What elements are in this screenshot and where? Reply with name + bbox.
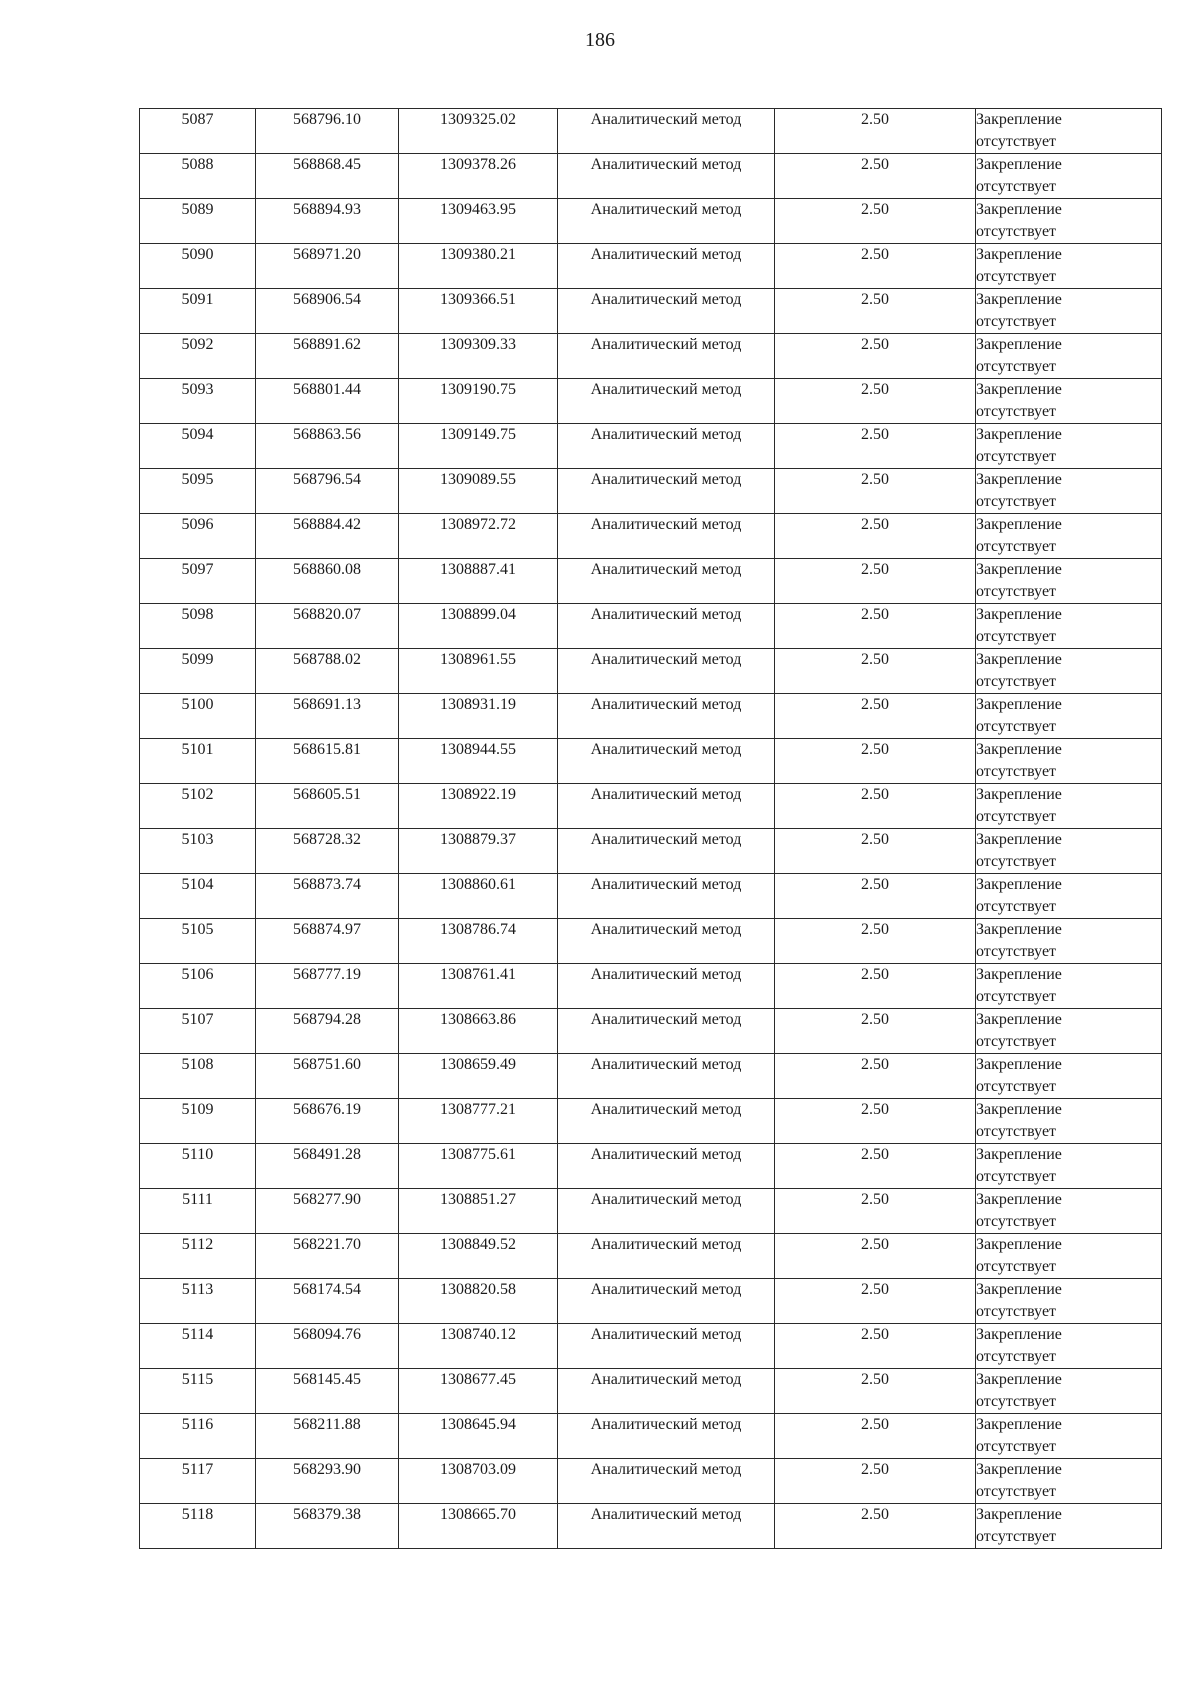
- accuracy-cell: 2.50: [775, 424, 976, 469]
- point-number-cell: 5107: [140, 1009, 256, 1054]
- fixation-line-2: отсутствует: [976, 718, 1057, 735]
- x-coordinate-cell: 568293.90: [256, 1459, 399, 1504]
- method-cell: Аналитический метод: [558, 739, 775, 784]
- fixation-line-1: Закрепление: [976, 1146, 1062, 1163]
- x-coordinate-cell: 568605.51: [256, 784, 399, 829]
- x-coordinate-cell: 568615.81: [256, 739, 399, 784]
- x-coordinate-cell: 568884.42: [256, 514, 399, 559]
- y-coordinate-cell: 1308777.21: [399, 1099, 558, 1144]
- accuracy-cell: 2.50: [775, 1189, 976, 1234]
- y-coordinate-cell: 1308677.45: [399, 1369, 558, 1414]
- point-number-cell: 5091: [140, 289, 256, 334]
- point-number-cell: 5117: [140, 1459, 256, 1504]
- fixation-line-1: Закрепление: [976, 831, 1062, 848]
- accuracy-cell: 2.50: [775, 1324, 976, 1369]
- fixation-line-2: отсутствует: [976, 988, 1057, 1005]
- accuracy-cell: 2.50: [775, 1234, 976, 1279]
- accuracy-cell: 2.50: [775, 199, 976, 244]
- fixation-cell: [976, 1099, 1162, 1144]
- method-cell: Аналитический метод: [558, 649, 775, 694]
- fixation-line-1: Закрепление: [976, 1011, 1062, 1028]
- table-row: [140, 784, 1162, 829]
- fixation-line-2: отсутствует: [976, 628, 1057, 645]
- fixation-cell: [976, 1504, 1162, 1549]
- fixation-line-2: отсутствует: [976, 808, 1057, 825]
- fixation-line-1: Закрепление: [976, 1371, 1062, 1388]
- method-cell: Аналитический метод: [558, 784, 775, 829]
- y-coordinate-cell: 1308922.19: [399, 784, 558, 829]
- fixation-line-2: отсутствует: [976, 1168, 1057, 1185]
- method-cell: Аналитический метод: [558, 154, 775, 199]
- y-coordinate-cell: 1308944.55: [399, 739, 558, 784]
- x-coordinate-cell: 568691.13: [256, 694, 399, 739]
- fixation-cell: [976, 1324, 1162, 1369]
- y-coordinate-cell: 1309378.26: [399, 154, 558, 199]
- x-coordinate-cell: 568676.19: [256, 1099, 399, 1144]
- y-coordinate-cell: 1309366.51: [399, 289, 558, 334]
- table-row: [140, 1414, 1162, 1459]
- point-number-cell: 5112: [140, 1234, 256, 1279]
- coordinates-table-body: [140, 109, 1162, 1549]
- fixation-line-1: Закрепление: [976, 1281, 1062, 1298]
- y-coordinate-cell: 1308972.72: [399, 514, 558, 559]
- fixation-line-1: Закрепление: [976, 741, 1062, 758]
- fixation-cell: [976, 1279, 1162, 1324]
- fixation-cell: [976, 1414, 1162, 1459]
- table-row: [140, 1369, 1162, 1414]
- table-row: [140, 649, 1162, 694]
- x-coordinate-cell: 568094.76: [256, 1324, 399, 1369]
- accuracy-cell: 2.50: [775, 739, 976, 784]
- fixation-line-1: Закрепление: [976, 471, 1062, 488]
- x-coordinate-cell: 568801.44: [256, 379, 399, 424]
- fixation-cell: [976, 559, 1162, 604]
- fixation-cell: [976, 514, 1162, 559]
- point-number-cell: 5108: [140, 1054, 256, 1099]
- method-cell: Аналитический метод: [558, 1144, 775, 1189]
- table-row: [140, 154, 1162, 199]
- fixation-cell: [976, 154, 1162, 199]
- fixation-cell: [976, 1054, 1162, 1099]
- accuracy-cell: 2.50: [775, 1009, 976, 1054]
- point-number-cell: 5118: [140, 1504, 256, 1549]
- point-number-cell: 5093: [140, 379, 256, 424]
- fixation-cell: [976, 1459, 1162, 1504]
- table-row: [140, 244, 1162, 289]
- y-coordinate-cell: 1309463.95: [399, 199, 558, 244]
- fixation-line-2: отсутствует: [976, 1123, 1057, 1140]
- fixation-line-1: Закрепление: [976, 606, 1062, 623]
- point-number-cell: 5116: [140, 1414, 256, 1459]
- point-number-cell: 5104: [140, 874, 256, 919]
- x-coordinate-cell: 568873.74: [256, 874, 399, 919]
- point-number-cell: 5097: [140, 559, 256, 604]
- fixation-cell: [976, 424, 1162, 469]
- fixation-line-2: отсутствует: [976, 178, 1057, 195]
- fixation-line-1: Закрепление: [976, 201, 1062, 218]
- fixation-line-2: отсутствует: [976, 853, 1057, 870]
- fixation-cell: [976, 109, 1162, 154]
- y-coordinate-cell: 1308887.41: [399, 559, 558, 604]
- x-coordinate-cell: 568794.28: [256, 1009, 399, 1054]
- method-cell: Аналитический метод: [558, 1054, 775, 1099]
- method-cell: Аналитический метод: [558, 469, 775, 514]
- fixation-line-2: отсутствует: [976, 538, 1057, 555]
- fixation-line-2: отсутствует: [976, 1213, 1057, 1230]
- table-row: [140, 1099, 1162, 1144]
- fixation-line-1: Закрепление: [976, 1461, 1062, 1478]
- fixation-cell: [976, 244, 1162, 289]
- accuracy-cell: 2.50: [775, 1054, 976, 1099]
- table-row: [140, 829, 1162, 874]
- y-coordinate-cell: 1309149.75: [399, 424, 558, 469]
- accuracy-cell: 2.50: [775, 1459, 976, 1504]
- x-coordinate-cell: 568868.45: [256, 154, 399, 199]
- fixation-line-1: Закрепление: [976, 336, 1062, 353]
- point-number-cell: 5089: [140, 199, 256, 244]
- method-cell: Аналитический метод: [558, 1324, 775, 1369]
- table-row: [140, 1054, 1162, 1099]
- fixation-line-1: Закрепление: [976, 1056, 1062, 1073]
- point-number-cell: 5110: [140, 1144, 256, 1189]
- table-row: [140, 1459, 1162, 1504]
- accuracy-cell: 2.50: [775, 874, 976, 919]
- method-cell: Аналитический метод: [558, 109, 775, 154]
- table-row: [140, 604, 1162, 649]
- fixation-line-2: отсутствует: [976, 133, 1057, 150]
- accuracy-cell: 2.50: [775, 604, 976, 649]
- y-coordinate-cell: 1308740.12: [399, 1324, 558, 1369]
- x-coordinate-cell: 568906.54: [256, 289, 399, 334]
- point-number-cell: 5092: [140, 334, 256, 379]
- accuracy-cell: 2.50: [775, 514, 976, 559]
- table-row: [140, 694, 1162, 739]
- point-number-cell: 5106: [140, 964, 256, 1009]
- fixation-line-1: Закрепление: [976, 426, 1062, 443]
- accuracy-cell: 2.50: [775, 559, 976, 604]
- y-coordinate-cell: 1308849.52: [399, 1234, 558, 1279]
- fixation-line-2: отсутствует: [976, 1438, 1057, 1455]
- fixation-cell: [976, 604, 1162, 649]
- fixation-cell: [976, 694, 1162, 739]
- fixation-line-2: отсутствует: [976, 1033, 1057, 1050]
- fixation-cell: [976, 1144, 1162, 1189]
- table-row: [140, 424, 1162, 469]
- accuracy-cell: 2.50: [775, 334, 976, 379]
- y-coordinate-cell: 1308645.94: [399, 1414, 558, 1459]
- y-coordinate-cell: 1308851.27: [399, 1189, 558, 1234]
- fixation-cell: [976, 1234, 1162, 1279]
- y-coordinate-cell: 1308703.09: [399, 1459, 558, 1504]
- fixation-line-2: отсутствует: [976, 313, 1057, 330]
- fixation-line-1: Закрепление: [976, 1191, 1062, 1208]
- method-cell: Аналитический метод: [558, 964, 775, 1009]
- y-coordinate-cell: 1308761.41: [399, 964, 558, 1009]
- fixation-cell: [976, 1009, 1162, 1054]
- fixation-cell: [976, 289, 1162, 334]
- x-coordinate-cell: 568820.07: [256, 604, 399, 649]
- fixation-line-2: отсутствует: [976, 673, 1057, 690]
- fixation-cell: [976, 784, 1162, 829]
- fixation-line-1: Закрепление: [976, 381, 1062, 398]
- point-number-cell: 5098: [140, 604, 256, 649]
- y-coordinate-cell: 1308665.70: [399, 1504, 558, 1549]
- point-number-cell: 5113: [140, 1279, 256, 1324]
- point-number-cell: 5109: [140, 1099, 256, 1144]
- method-cell: Аналитический метод: [558, 919, 775, 964]
- table-row: [140, 1189, 1162, 1234]
- table-row: [140, 1279, 1162, 1324]
- accuracy-cell: 2.50: [775, 1504, 976, 1549]
- point-number-cell: 5095: [140, 469, 256, 514]
- y-coordinate-cell: 1308663.86: [399, 1009, 558, 1054]
- fixation-line-1: Закрепление: [976, 561, 1062, 578]
- table-row: [140, 1324, 1162, 1369]
- fixation-line-2: отсутствует: [976, 403, 1057, 420]
- fixation-line-1: Закрепление: [976, 1326, 1062, 1343]
- fixation-line-2: отсутствует: [976, 1078, 1057, 1095]
- fixation-line-1: Закрепление: [976, 291, 1062, 308]
- y-coordinate-cell: 1308961.55: [399, 649, 558, 694]
- method-cell: Аналитический метод: [558, 424, 775, 469]
- fixation-line-2: отсутствует: [976, 1258, 1057, 1275]
- table-row: [140, 919, 1162, 964]
- point-number-cell: 5096: [140, 514, 256, 559]
- table-row: [140, 289, 1162, 334]
- accuracy-cell: 2.50: [775, 964, 976, 1009]
- accuracy-cell: 2.50: [775, 154, 976, 199]
- fixation-line-1: Закрепление: [976, 966, 1062, 983]
- y-coordinate-cell: 1308899.04: [399, 604, 558, 649]
- fixation-line-1: Закрепление: [976, 1506, 1062, 1523]
- method-cell: Аналитический метод: [558, 1279, 775, 1324]
- fixation-line-2: отсутствует: [976, 268, 1057, 285]
- point-number-cell: 5114: [140, 1324, 256, 1369]
- y-coordinate-cell: 1308775.61: [399, 1144, 558, 1189]
- point-number-cell: 5094: [140, 424, 256, 469]
- accuracy-cell: 2.50: [775, 1099, 976, 1144]
- x-coordinate-cell: 568145.45: [256, 1369, 399, 1414]
- x-coordinate-cell: 568221.70: [256, 1234, 399, 1279]
- fixation-line-2: отсутствует: [976, 493, 1057, 510]
- method-cell: Аналитический метод: [558, 199, 775, 244]
- x-coordinate-cell: 568863.56: [256, 424, 399, 469]
- x-coordinate-cell: 568174.54: [256, 1279, 399, 1324]
- fixation-line-1: Закрепление: [976, 516, 1062, 533]
- method-cell: Аналитический метод: [558, 1504, 775, 1549]
- point-number-cell: 5111: [140, 1189, 256, 1234]
- table-row: [140, 109, 1162, 154]
- fixation-line-2: отсутствует: [976, 583, 1057, 600]
- method-cell: Аналитический метод: [558, 1459, 775, 1504]
- y-coordinate-cell: 1308659.49: [399, 1054, 558, 1099]
- method-cell: Аналитический метод: [558, 514, 775, 559]
- x-coordinate-cell: 568971.20: [256, 244, 399, 289]
- point-number-cell: 5100: [140, 694, 256, 739]
- fixation-cell: [976, 874, 1162, 919]
- accuracy-cell: 2.50: [775, 469, 976, 514]
- fixation-line-2: отсутствует: [976, 223, 1057, 240]
- fixation-line-2: отсутствует: [976, 763, 1057, 780]
- table-row: [140, 514, 1162, 559]
- y-coordinate-cell: 1309309.33: [399, 334, 558, 379]
- method-cell: Аналитический метод: [558, 289, 775, 334]
- table-row: [140, 379, 1162, 424]
- method-cell: Аналитический метод: [558, 1234, 775, 1279]
- fixation-line-1: Закрепление: [976, 246, 1062, 263]
- fixation-cell: [976, 1189, 1162, 1234]
- method-cell: Аналитический метод: [558, 1189, 775, 1234]
- table-row: [140, 739, 1162, 784]
- fixation-line-1: Закрепление: [976, 1236, 1062, 1253]
- method-cell: Аналитический метод: [558, 604, 775, 649]
- method-cell: Аналитический метод: [558, 874, 775, 919]
- x-coordinate-cell: 568796.54: [256, 469, 399, 514]
- fixation-line-1: Закрепление: [976, 1416, 1062, 1433]
- fixation-line-1: Закрепление: [976, 156, 1062, 173]
- accuracy-cell: 2.50: [775, 244, 976, 289]
- y-coordinate-cell: 1308860.61: [399, 874, 558, 919]
- page-number: 186: [585, 29, 615, 51]
- accuracy-cell: 2.50: [775, 1144, 976, 1189]
- accuracy-cell: 2.50: [775, 109, 976, 154]
- accuracy-cell: 2.50: [775, 289, 976, 334]
- accuracy-cell: 2.50: [775, 784, 976, 829]
- fixation-cell: [976, 919, 1162, 964]
- accuracy-cell: 2.50: [775, 829, 976, 874]
- table-row: [140, 1009, 1162, 1054]
- fixation-line-2: отсутствует: [976, 1483, 1057, 1500]
- method-cell: Аналитический метод: [558, 1009, 775, 1054]
- fixation-line-1: Закрепление: [976, 876, 1062, 893]
- fixation-line-2: отсутствует: [976, 898, 1057, 915]
- point-number-cell: 5099: [140, 649, 256, 694]
- y-coordinate-cell: 1309380.21: [399, 244, 558, 289]
- fixation-line-1: Закрепление: [976, 921, 1062, 938]
- y-coordinate-cell: 1308931.19: [399, 694, 558, 739]
- table-row: [140, 469, 1162, 514]
- x-coordinate-cell: 568777.19: [256, 964, 399, 1009]
- x-coordinate-cell: 568491.28: [256, 1144, 399, 1189]
- x-coordinate-cell: 568728.32: [256, 829, 399, 874]
- x-coordinate-cell: 568796.10: [256, 109, 399, 154]
- fixation-line-1: Закрепление: [976, 696, 1062, 713]
- x-coordinate-cell: 568379.38: [256, 1504, 399, 1549]
- table-row: [140, 1144, 1162, 1189]
- point-number-cell: 5087: [140, 109, 256, 154]
- fixation-line-2: отсутствует: [976, 1528, 1057, 1545]
- point-number-cell: 5102: [140, 784, 256, 829]
- x-coordinate-cell: 568894.93: [256, 199, 399, 244]
- coordinates-table: [139, 108, 1162, 1549]
- table-row: [140, 334, 1162, 379]
- x-coordinate-cell: 568277.90: [256, 1189, 399, 1234]
- method-cell: Аналитический метод: [558, 1099, 775, 1144]
- fixation-line-1: Закрепление: [976, 786, 1062, 803]
- x-coordinate-cell: 568211.88: [256, 1414, 399, 1459]
- x-coordinate-cell: 568874.97: [256, 919, 399, 964]
- point-number-cell: 5088: [140, 154, 256, 199]
- y-coordinate-cell: 1308786.74: [399, 919, 558, 964]
- table-row: [140, 559, 1162, 604]
- fixation-line-2: отсутствует: [976, 1303, 1057, 1320]
- y-coordinate-cell: 1309089.55: [399, 469, 558, 514]
- fixation-cell: [976, 334, 1162, 379]
- method-cell: Аналитический метод: [558, 559, 775, 604]
- fixation-line-2: отсутствует: [976, 448, 1057, 465]
- accuracy-cell: 2.50: [775, 379, 976, 424]
- fixation-cell: [976, 379, 1162, 424]
- fixation-cell: [976, 199, 1162, 244]
- fixation-line-1: Закрепление: [976, 1101, 1062, 1118]
- method-cell: Аналитический метод: [558, 334, 775, 379]
- table-row: [140, 199, 1162, 244]
- point-number-cell: 5090: [140, 244, 256, 289]
- point-number-cell: 5101: [140, 739, 256, 784]
- fixation-cell: [976, 829, 1162, 874]
- fixation-line-1: Закрепление: [976, 111, 1062, 128]
- method-cell: Аналитический метод: [558, 1414, 775, 1459]
- table-row: [140, 964, 1162, 1009]
- fixation-cell: [976, 1369, 1162, 1414]
- fixation-line-2: отсутствует: [976, 358, 1057, 375]
- method-cell: Аналитический метод: [558, 244, 775, 289]
- method-cell: Аналитический метод: [558, 694, 775, 739]
- accuracy-cell: 2.50: [775, 694, 976, 739]
- point-number-cell: 5103: [140, 829, 256, 874]
- x-coordinate-cell: 568860.08: [256, 559, 399, 604]
- y-coordinate-cell: 1309325.02: [399, 109, 558, 154]
- x-coordinate-cell: 568788.02: [256, 649, 399, 694]
- fixation-line-1: Закрепление: [976, 651, 1062, 668]
- accuracy-cell: 2.50: [775, 1369, 976, 1414]
- y-coordinate-cell: 1308879.37: [399, 829, 558, 874]
- method-cell: Аналитический метод: [558, 1369, 775, 1414]
- accuracy-cell: 2.50: [775, 1279, 976, 1324]
- fixation-cell: [976, 469, 1162, 514]
- y-coordinate-cell: 1309190.75: [399, 379, 558, 424]
- table-row: [140, 874, 1162, 919]
- y-coordinate-cell: 1308820.58: [399, 1279, 558, 1324]
- table-row: [140, 1504, 1162, 1549]
- method-cell: Аналитический метод: [558, 379, 775, 424]
- x-coordinate-cell: 568751.60: [256, 1054, 399, 1099]
- accuracy-cell: 2.50: [775, 1414, 976, 1459]
- table-row: [140, 1234, 1162, 1279]
- fixation-line-2: отсутствует: [976, 943, 1057, 960]
- x-coordinate-cell: 568891.62: [256, 334, 399, 379]
- fixation-cell: [976, 964, 1162, 1009]
- accuracy-cell: 2.50: [775, 649, 976, 694]
- point-number-cell: 5115: [140, 1369, 256, 1414]
- fixation-cell: [976, 739, 1162, 784]
- accuracy-cell: 2.50: [775, 919, 976, 964]
- fixation-cell: [976, 649, 1162, 694]
- point-number-cell: 5105: [140, 919, 256, 964]
- fixation-line-2: отсутствует: [976, 1348, 1057, 1365]
- fixation-line-2: отсутствует: [976, 1393, 1057, 1410]
- method-cell: Аналитический метод: [558, 829, 775, 874]
